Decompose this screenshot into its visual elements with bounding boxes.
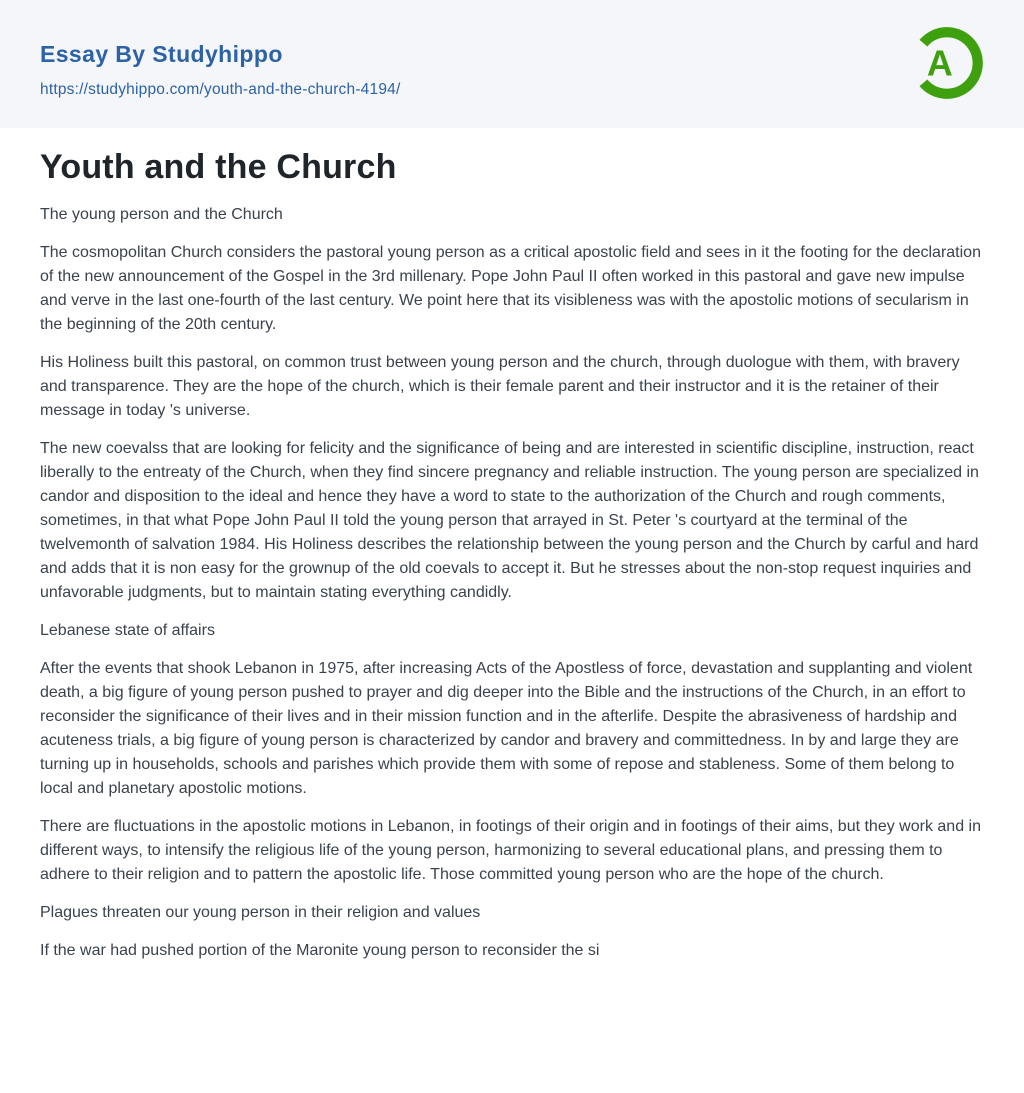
essay-paragraph: The cosmopolitan Church considers the pastoral young person as a critical apostolic field and sees in it the footing for the declaration of the new announcement of the Gospel in the 3rd millenary. Pope John Paul II often worked in this pastoral and gave new impulse and verve in the last one-fourth of the last century. We point here that its visibleness was with the apostolic motions of secularism in the beginning of the 20th century. <box>40 244 981 333</box>
essay-paragraph: The new coevalss that are looking for felicity and the significance of being and are interested in scientific discipline, instruction, react liberally to the entreaty of the Church, when they find sincere pregnancy and reliable instruction. The young person are specialized in candor and disposition to the ideal and hence they have a word to state to the authorization of the Church and rough comments, sometimes, in that what Pope John Paul II told the young person that arrayed in St. Peter 's courtyard at the terminal of the twelvemonth of salvation 1984. His Holiness describes the relationship between the young person and the Church by carful and hard and adds that it is non easy for the grownup of the old coevals to accept it. But he stresses about the non-stop request inquiries and unfavorable judgments, but to maintain stating everything candidly. <box>40 440 979 601</box>
studyhippo-logo-icon <box>906 22 988 104</box>
brand-title: Essay By Studyhippo <box>40 41 283 67</box>
header <box>0 0 1024 128</box>
essay-paragraph-subtitle: The young person and the Church <box>40 206 283 223</box>
essay-content <box>0 150 1024 963</box>
essay-paragraph: There are fluctuations in the apostolic motions in Lebanon, in footings of their origin and in footings of their aims, but they work and in different ways, to intensify the religious life of the young person, harmonizing to several educational plans, and pressing them to adhere to their religion and to pattern the apostolic life. Those committed young person who are the hope of the church. <box>40 818 981 883</box>
page-url-link[interactable]: https://studyhippo.com/youth-and-the-church-4194/ <box>40 81 401 98</box>
essay-paragraph-section-heading: Plagues threaten our young person in their religion and values <box>40 904 481 921</box>
essay-paragraph-section-heading: Lebanese state of affairs <box>40 622 215 639</box>
logo-letter: A <box>926 43 953 84</box>
essay-paragraph: After the events that shook Lebanon in 1975, after increasing Acts of the Apostless of force, devastation and supplanting and violent death, a big figure of young person pushed to prayer and dig deeper into the Bible and the instructions of the Church, in an effort to reconsider the significance of their lives and in their mission function and in the afterlife. Despite the abrasiveness of hardship and acuteness trials, a big figure of young person is characterized by candor and bravery and committedness. In by and large they are turning up in households, schools and parishes which provide them with some of repose and stableness. Some of them belong to local and planetary apostolic motions. <box>40 660 973 797</box>
essay-paragraph: His Holiness built this pastoral, on common trust between young person and the church, through duologue with them, with bravery and transparence. They are the hope of the church, which is their female parent and their instructor and it is the retainer of their message in today 's universe. <box>40 354 960 419</box>
essay-title: Youth and the Church <box>40 148 397 186</box>
essay-paragraph-truncated: If the war had pushed portion of the Maronite young person to reconsider the si <box>40 942 600 959</box>
